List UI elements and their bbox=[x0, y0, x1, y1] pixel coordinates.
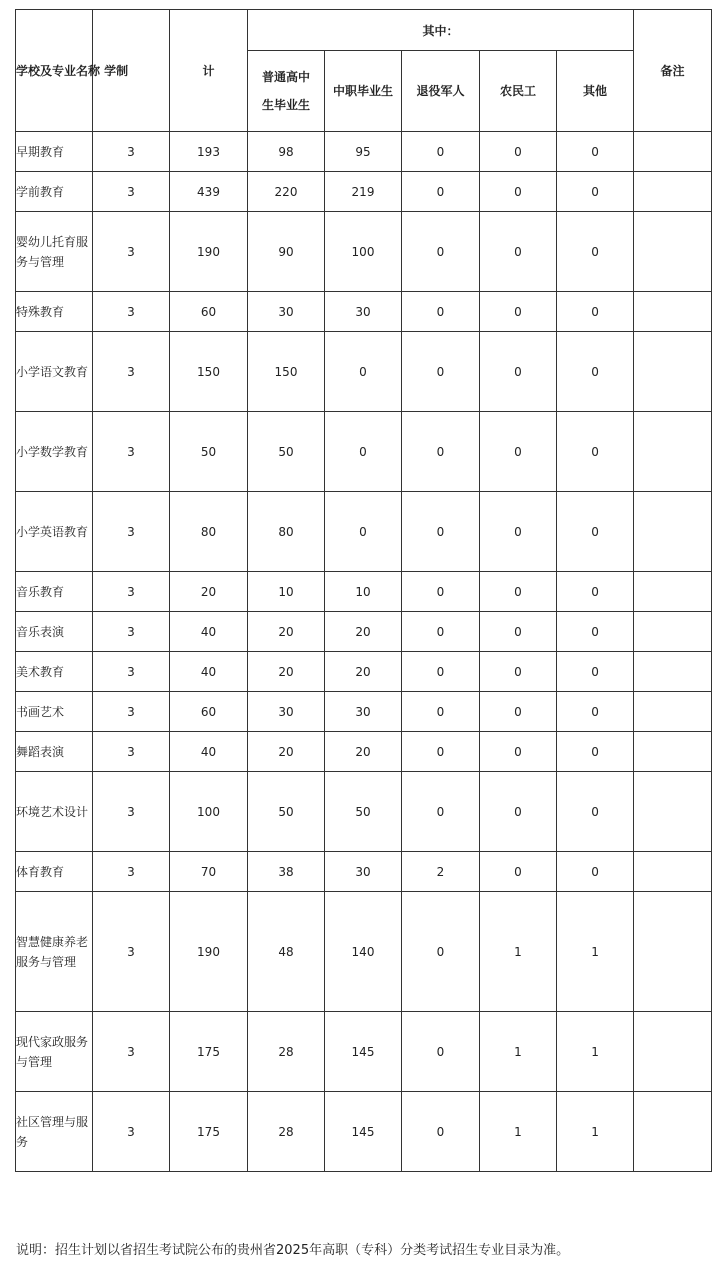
cell-total: 175 bbox=[170, 1092, 248, 1172]
table-row bbox=[16, 732, 712, 772]
cell-migrant: 0 bbox=[480, 332, 557, 412]
cell-total: 70 bbox=[170, 852, 248, 892]
cell-remarks bbox=[634, 572, 712, 612]
cell-years: 3 bbox=[93, 412, 170, 492]
cell-other: 1 bbox=[557, 892, 634, 1012]
cell-years: 3 bbox=[93, 612, 170, 652]
cell-vocational: 20 bbox=[325, 732, 402, 772]
cell-name: 智慧健康养老服务与管理 bbox=[16, 892, 93, 1012]
cell-remarks bbox=[634, 692, 712, 732]
cell-remarks bbox=[634, 292, 712, 332]
table-row bbox=[16, 772, 712, 852]
cell-years: 3 bbox=[93, 892, 170, 1012]
cell-other: 0 bbox=[557, 332, 634, 412]
table-row bbox=[16, 332, 712, 412]
cell-regular: 10 bbox=[248, 572, 325, 612]
cell-other: 0 bbox=[557, 172, 634, 212]
cell-name: 社区管理与服务 bbox=[16, 1092, 93, 1172]
cell-name: 学前教育 bbox=[16, 172, 93, 212]
cell-regular: 80 bbox=[248, 492, 325, 572]
cell-veterans: 0 bbox=[402, 172, 480, 212]
cell-veterans: 0 bbox=[402, 132, 480, 172]
cell-migrant: 0 bbox=[480, 412, 557, 492]
cell-other: 0 bbox=[557, 732, 634, 772]
cell-name: 音乐教育 bbox=[16, 572, 93, 612]
cell-name: 现代家政服务与管理 bbox=[16, 1012, 93, 1092]
table-row bbox=[16, 612, 712, 652]
cell-veterans: 0 bbox=[402, 492, 480, 572]
cell-total: 40 bbox=[170, 652, 248, 692]
cell-regular: 30 bbox=[248, 692, 325, 732]
cell-veterans: 0 bbox=[402, 412, 480, 492]
cell-veterans: 2 bbox=[402, 852, 480, 892]
cell-other: 0 bbox=[557, 292, 634, 332]
cell-regular: 50 bbox=[248, 772, 325, 852]
cell-regular: 48 bbox=[248, 892, 325, 1012]
header-remarks: 备注 bbox=[634, 10, 712, 132]
cell-veterans: 0 bbox=[402, 1012, 480, 1092]
cell-vocational: 100 bbox=[325, 212, 402, 292]
cell-remarks bbox=[634, 412, 712, 492]
cell-veterans: 0 bbox=[402, 332, 480, 412]
cell-regular: 50 bbox=[248, 412, 325, 492]
cell-migrant: 0 bbox=[480, 772, 557, 852]
cell-years: 3 bbox=[93, 292, 170, 332]
cell-name: 体育教育 bbox=[16, 852, 93, 892]
cell-total: 80 bbox=[170, 492, 248, 572]
cell-migrant: 0 bbox=[480, 572, 557, 612]
cell-remarks bbox=[634, 1012, 712, 1092]
cell-other: 0 bbox=[557, 852, 634, 892]
cell-name: 婴幼儿托育服务与管理 bbox=[16, 212, 93, 292]
cell-remarks bbox=[634, 772, 712, 852]
cell-remarks bbox=[634, 892, 712, 1012]
cell-vocational: 10 bbox=[325, 572, 402, 612]
cell-other: 0 bbox=[557, 572, 634, 612]
header-regular-hs: 普通高中生毕业生 bbox=[248, 51, 325, 132]
cell-years: 3 bbox=[93, 772, 170, 852]
cell-total: 60 bbox=[170, 692, 248, 732]
cell-migrant: 0 bbox=[480, 852, 557, 892]
table-row bbox=[16, 1012, 712, 1092]
cell-veterans: 0 bbox=[402, 732, 480, 772]
table-row bbox=[16, 1092, 712, 1172]
cell-veterans: 0 bbox=[402, 772, 480, 852]
cell-migrant: 0 bbox=[480, 212, 557, 292]
cell-total: 20 bbox=[170, 572, 248, 612]
cell-other: 0 bbox=[557, 692, 634, 732]
cell-total: 60 bbox=[170, 292, 248, 332]
cell-veterans: 0 bbox=[402, 572, 480, 612]
table-row bbox=[16, 892, 712, 1012]
cell-veterans: 0 bbox=[402, 892, 480, 1012]
cell-regular: 28 bbox=[248, 1092, 325, 1172]
cell-years: 3 bbox=[93, 132, 170, 172]
cell-migrant: 0 bbox=[480, 692, 557, 732]
cell-name: 小学英语教育 bbox=[16, 492, 93, 572]
table-row bbox=[16, 692, 712, 732]
cell-other: 1 bbox=[557, 1092, 634, 1172]
cell-regular: 30 bbox=[248, 292, 325, 332]
enrollment-plan-table bbox=[15, 9, 712, 1172]
cell-total: 40 bbox=[170, 732, 248, 772]
cell-remarks bbox=[634, 492, 712, 572]
cell-remarks bbox=[634, 212, 712, 292]
cell-vocational: 219 bbox=[325, 172, 402, 212]
cell-remarks bbox=[634, 852, 712, 892]
table-row bbox=[16, 292, 712, 332]
cell-vocational: 145 bbox=[325, 1012, 402, 1092]
cell-other: 0 bbox=[557, 132, 634, 172]
cell-regular: 20 bbox=[248, 652, 325, 692]
cell-years: 3 bbox=[93, 172, 170, 212]
header-other: 其他 bbox=[557, 51, 634, 132]
cell-remarks bbox=[634, 1092, 712, 1172]
table-row bbox=[16, 412, 712, 492]
cell-name: 舞蹈表演 bbox=[16, 732, 93, 772]
table-row bbox=[16, 652, 712, 692]
cell-other: 0 bbox=[557, 612, 634, 652]
cell-remarks bbox=[634, 332, 712, 412]
cell-years: 3 bbox=[93, 492, 170, 572]
header-migrant: 农民工 bbox=[480, 51, 557, 132]
cell-other: 0 bbox=[557, 652, 634, 692]
cell-vocational: 145 bbox=[325, 1092, 402, 1172]
header-total: 计 bbox=[170, 10, 248, 132]
table-row bbox=[16, 132, 712, 172]
cell-vocational: 140 bbox=[325, 892, 402, 1012]
cell-vocational: 20 bbox=[325, 612, 402, 652]
cell-total: 100 bbox=[170, 772, 248, 852]
cell-veterans: 0 bbox=[402, 212, 480, 292]
cell-other: 0 bbox=[557, 772, 634, 852]
cell-regular: 20 bbox=[248, 612, 325, 652]
cell-veterans: 0 bbox=[402, 292, 480, 332]
cell-migrant: 1 bbox=[480, 1012, 557, 1092]
cell-total: 439 bbox=[170, 172, 248, 212]
cell-other: 0 bbox=[557, 412, 634, 492]
cell-total: 40 bbox=[170, 612, 248, 652]
cell-years: 3 bbox=[93, 1012, 170, 1092]
cell-years: 3 bbox=[93, 1092, 170, 1172]
cell-vocational: 50 bbox=[325, 772, 402, 852]
cell-vocational: 95 bbox=[325, 132, 402, 172]
cell-years: 3 bbox=[93, 572, 170, 612]
header-name-school: 学校及专业名称 学制 bbox=[16, 10, 93, 132]
cell-name: 美术教育 bbox=[16, 652, 93, 692]
cell-regular: 220 bbox=[248, 172, 325, 212]
cell-vocational: 30 bbox=[325, 292, 402, 332]
cell-name: 书画艺术 bbox=[16, 692, 93, 732]
footnote: 说明：招生计划以省招生考试院公布的贵州省2025年高职（专科）分类考试招生专业目录为准。 bbox=[16, 1243, 570, 1258]
cell-name: 特殊教育 bbox=[16, 292, 93, 332]
cell-migrant: 0 bbox=[480, 292, 557, 332]
table-body bbox=[16, 132, 712, 1172]
cell-vocational: 0 bbox=[325, 412, 402, 492]
table-row bbox=[16, 172, 712, 212]
header-veterans: 退役军人 bbox=[402, 51, 480, 132]
cell-veterans: 0 bbox=[402, 612, 480, 652]
cell-years: 3 bbox=[93, 852, 170, 892]
cell-migrant: 0 bbox=[480, 172, 557, 212]
cell-name: 小学数学教育 bbox=[16, 412, 93, 492]
cell-name: 早期教育 bbox=[16, 132, 93, 172]
cell-remarks bbox=[634, 132, 712, 172]
cell-migrant: 0 bbox=[480, 492, 557, 572]
cell-name: 环境艺术设计 bbox=[16, 772, 93, 852]
table-row bbox=[16, 852, 712, 892]
cell-total: 190 bbox=[170, 212, 248, 292]
cell-veterans: 0 bbox=[402, 692, 480, 732]
table-row bbox=[16, 572, 712, 612]
cell-name: 音乐表演 bbox=[16, 612, 93, 652]
cell-other: 0 bbox=[557, 212, 634, 292]
cell-veterans: 0 bbox=[402, 1092, 480, 1172]
cell-vocational: 20 bbox=[325, 652, 402, 692]
cell-years: 3 bbox=[93, 732, 170, 772]
cell-migrant: 0 bbox=[480, 732, 557, 772]
cell-vocational: 0 bbox=[325, 332, 402, 412]
cell-migrant: 0 bbox=[480, 652, 557, 692]
cell-name: 小学语文教育 bbox=[16, 332, 93, 412]
cell-remarks bbox=[634, 732, 712, 772]
cell-migrant: 1 bbox=[480, 1092, 557, 1172]
cell-vocational: 0 bbox=[325, 492, 402, 572]
cell-years: 3 bbox=[93, 652, 170, 692]
cell-other: 1 bbox=[557, 1012, 634, 1092]
cell-vocational: 30 bbox=[325, 692, 402, 732]
header-vocational: 中职毕业生 bbox=[325, 51, 402, 132]
header-breakdown: 其中： bbox=[248, 10, 634, 51]
cell-total: 50 bbox=[170, 412, 248, 492]
cell-total: 175 bbox=[170, 1012, 248, 1092]
cell-vocational: 30 bbox=[325, 852, 402, 892]
table-row bbox=[16, 212, 712, 292]
cell-migrant: 0 bbox=[480, 612, 557, 652]
cell-remarks bbox=[634, 652, 712, 692]
cell-regular: 38 bbox=[248, 852, 325, 892]
cell-years: 3 bbox=[93, 212, 170, 292]
cell-total: 190 bbox=[170, 892, 248, 1012]
cell-regular: 98 bbox=[248, 132, 325, 172]
cell-remarks bbox=[634, 612, 712, 652]
table-row bbox=[16, 492, 712, 572]
cell-total: 150 bbox=[170, 332, 248, 412]
cell-years: 3 bbox=[93, 692, 170, 732]
cell-regular: 90 bbox=[248, 212, 325, 292]
cell-remarks bbox=[634, 172, 712, 212]
cell-migrant: 0 bbox=[480, 132, 557, 172]
cell-years: 3 bbox=[93, 332, 170, 412]
cell-other: 0 bbox=[557, 492, 634, 572]
cell-regular: 28 bbox=[248, 1012, 325, 1092]
cell-total: 193 bbox=[170, 132, 248, 172]
cell-regular: 20 bbox=[248, 732, 325, 772]
cell-veterans: 0 bbox=[402, 652, 480, 692]
cell-migrant: 1 bbox=[480, 892, 557, 1012]
cell-regular: 150 bbox=[248, 332, 325, 412]
